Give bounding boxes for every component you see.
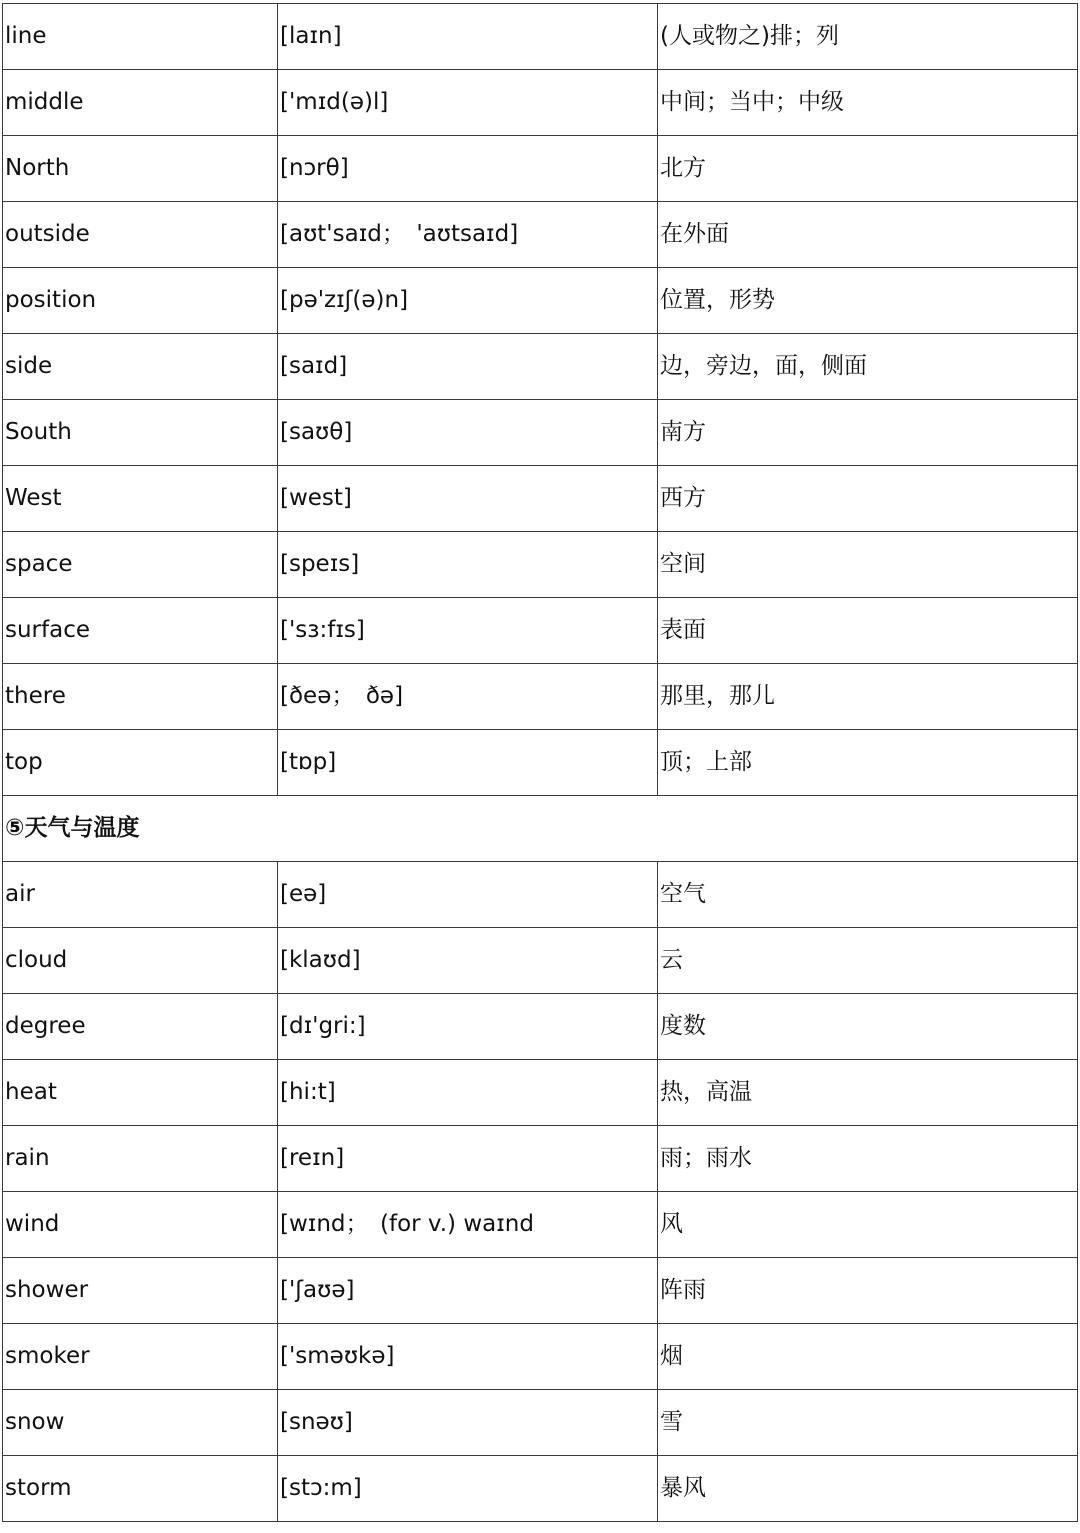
table-row <box>3 1390 1078 1456</box>
phonetic-cell: ['sməʊkə] <box>278 1324 658 1390</box>
table-row <box>3 730 1078 796</box>
word-cell: outside <box>3 202 278 268</box>
meaning-cell: 烟 <box>658 1324 1078 1390</box>
word-cell: smoker <box>3 1324 278 1390</box>
section-heading: ⑤天气与温度 <box>3 796 1078 862</box>
word-cell: snow <box>3 1390 278 1456</box>
table-row <box>3 1060 1078 1126</box>
meaning-cell: (人或物之)排；列 <box>658 4 1078 70</box>
table-row <box>3 4 1078 70</box>
word-cell: line <box>3 4 278 70</box>
phonetic-cell: [wɪnd； (for v.) waɪnd <box>278 1192 658 1258</box>
meaning-cell: 那里，那儿 <box>658 664 1078 730</box>
phonetic-cell: ['mɪd(ə)l] <box>278 70 658 136</box>
section-row <box>3 796 1078 862</box>
meaning-cell: 度数 <box>658 994 1078 1060</box>
word-cell: South <box>3 400 278 466</box>
table-row <box>3 70 1078 136</box>
phonetic-cell: [nɔrθ] <box>278 136 658 202</box>
word-cell: North <box>3 136 278 202</box>
phonetic-cell: [hi:t] <box>278 1060 658 1126</box>
table-row <box>3 334 1078 400</box>
table-row <box>3 598 1078 664</box>
word-cell: cloud <box>3 928 278 994</box>
word-cell: rain <box>3 1126 278 1192</box>
meaning-cell: 表面 <box>658 598 1078 664</box>
word-cell: air <box>3 862 278 928</box>
meaning-cell: 热，高温 <box>658 1060 1078 1126</box>
table-row <box>3 202 1078 268</box>
meaning-cell: 雪 <box>658 1390 1078 1456</box>
phonetic-cell: [reɪn] <box>278 1126 658 1192</box>
phonetic-cell: [klaʊd] <box>278 928 658 994</box>
phonetic-cell: [dɪ'gri:] <box>278 994 658 1060</box>
table-row <box>3 400 1078 466</box>
meaning-cell: 空间 <box>658 532 1078 598</box>
table-row <box>3 1324 1078 1390</box>
table-row <box>3 664 1078 730</box>
phonetic-cell: [saʊθ] <box>278 400 658 466</box>
table-row <box>3 1126 1078 1192</box>
phonetic-cell: [aʊt'saɪd； 'aʊtsaɪd] <box>278 202 658 268</box>
table-row <box>3 1456 1078 1522</box>
table-row <box>3 466 1078 532</box>
meaning-cell: 边，旁边，面，侧面 <box>658 334 1078 400</box>
meaning-cell: 中间；当中；中级 <box>658 70 1078 136</box>
word-cell: side <box>3 334 278 400</box>
phonetic-cell: [stɔ:m] <box>278 1456 658 1522</box>
word-cell: wind <box>3 1192 278 1258</box>
meaning-cell: 云 <box>658 928 1078 994</box>
phonetic-cell: [tɒp] <box>278 730 658 796</box>
phonetic-cell: [ðeə； ðə] <box>278 664 658 730</box>
table-row <box>3 136 1078 202</box>
word-cell: storm <box>3 1456 278 1522</box>
meaning-cell: 暴风 <box>658 1456 1078 1522</box>
meaning-cell: 风 <box>658 1192 1078 1258</box>
table-row <box>3 928 1078 994</box>
table-row <box>3 1192 1078 1258</box>
meaning-cell: 阵雨 <box>658 1258 1078 1324</box>
phonetic-cell: [eə] <box>278 862 658 928</box>
word-cell: there <box>3 664 278 730</box>
table-row <box>3 1258 1078 1324</box>
phonetic-cell: ['ʃaʊə] <box>278 1258 658 1324</box>
meaning-cell: 空气 <box>658 862 1078 928</box>
table-row <box>3 862 1078 928</box>
phonetic-cell: [pə'zɪʃ(ə)n] <box>278 268 658 334</box>
word-cell: heat <box>3 1060 278 1126</box>
meaning-cell: 西方 <box>658 466 1078 532</box>
word-cell: shower <box>3 1258 278 1324</box>
phonetic-cell: [snəʊ] <box>278 1390 658 1456</box>
word-cell: middle <box>3 70 278 136</box>
phonetic-cell: [laɪn] <box>278 4 658 70</box>
table-row <box>3 268 1078 334</box>
word-cell: space <box>3 532 278 598</box>
word-cell: surface <box>3 598 278 664</box>
meaning-cell: 雨；雨水 <box>658 1126 1078 1192</box>
phonetic-cell: ['sɜ:fɪs] <box>278 598 658 664</box>
word-cell: top <box>3 730 278 796</box>
phonetic-cell: [speɪs] <box>278 532 658 598</box>
table-row <box>3 994 1078 1060</box>
table-row <box>3 532 1078 598</box>
word-cell: position <box>3 268 278 334</box>
meaning-cell: 顶；上部 <box>658 730 1078 796</box>
phonetic-cell: [west] <box>278 466 658 532</box>
meaning-cell: 南方 <box>658 400 1078 466</box>
vocabulary-table <box>2 3 1078 1522</box>
word-cell: West <box>3 466 278 532</box>
meaning-cell: 北方 <box>658 136 1078 202</box>
meaning-cell: 在外面 <box>658 202 1078 268</box>
word-cell: degree <box>3 994 278 1060</box>
meaning-cell: 位置，形势 <box>658 268 1078 334</box>
phonetic-cell: [saɪd] <box>278 334 658 400</box>
